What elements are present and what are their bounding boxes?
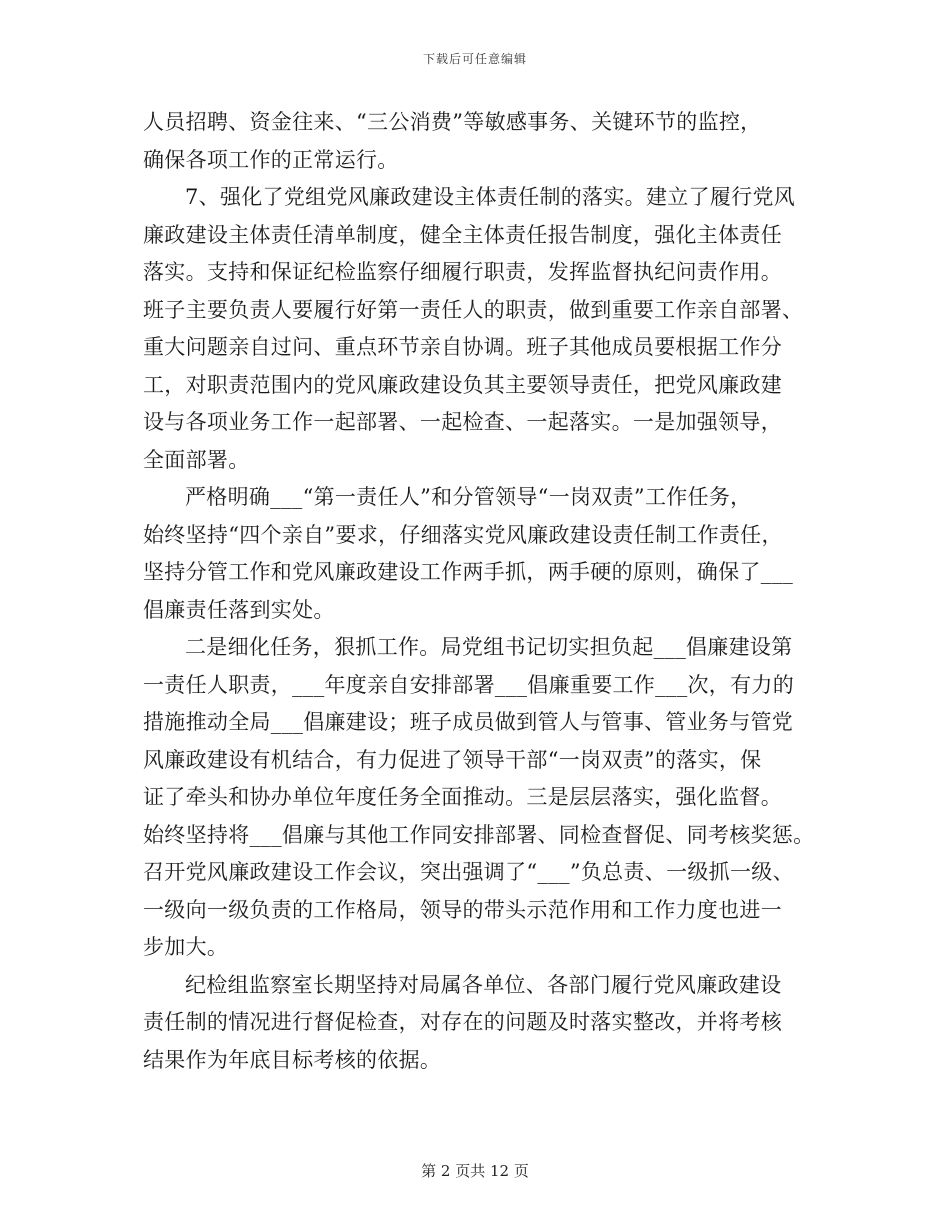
paragraph-5 — [143, 967, 823, 1080]
text-line: 工，对职责范围内的党风廉政建设负其主要领导责任，把党风廉政建 — [143, 372, 782, 397]
paragraph-4 — [143, 629, 823, 967]
text-line: 证了牵头和协办单位年度任务全面推动。三是层层落实，强化监督。 — [143, 785, 782, 809]
text-line: 坚持分管工作和党风廉政建设工作两手抓，两手硬的原则，确保了___ — [143, 560, 794, 584]
document-body — [143, 104, 823, 1079]
text-line: 一级向一级负责的工作格局，领导的带头示范作用和工作力度也进一 — [143, 897, 782, 922]
page-header: 下载后可任意编辑 — [422, 52, 527, 66]
text-line: 纪检组监察室长期坚持对局属各单位、各部门履行党风廉政建设 — [185, 972, 782, 997]
text-line: 措施推动全局___倡廉建设；班子成员做到管人与管事、管业务与管党 — [143, 710, 794, 734]
paragraph-2 — [143, 179, 823, 479]
text-line: 班子主要负责人要履行好第一责任人的职责，做到重要工作亲自部署、 — [143, 297, 804, 322]
text-line: 确保各项工作的正常运行。 — [143, 147, 399, 172]
page-number-footer: 第 2 页共 12 页 — [421, 1162, 529, 1180]
text-line: 落实。支持和保证纪检监察仔细履行职责，发挥监督执纪问责作用。 — [143, 260, 782, 284]
text-line: 人员招聘、资金往来、“三公消费”等敏感事务、关键环节的监控， — [143, 110, 762, 134]
text-line: 始终坚持“四个亲自”要求，仔细落实党风廉政建设责任制工作责任， — [143, 522, 783, 547]
text-line: 倡廉责任落到实处。 — [143, 597, 335, 622]
text-line: 召开党风廉政建设工作会议，突出强调了“___”负总责、一级抓一级、 — [143, 860, 794, 884]
text-line: 责任制的情况进行督促检查，对存在的问题及时落实整改，并将考核 — [143, 1010, 782, 1034]
text-line: 步加大。 — [143, 935, 229, 959]
text-line: 一责任人职责，___年度亲自安排部署___倡廉重要工作___次，有力的 — [143, 672, 794, 697]
text-line: 风廉政建设有机结合，有力促进了领导干部“一岗双责”的落实，保 — [143, 747, 762, 772]
text-line: 廉政建设主体责任清单制度，健全主体责任报告制度，强化主体责任 — [143, 222, 782, 247]
paragraph-1 — [143, 104, 823, 179]
text-line: 始终坚持将___倡廉与其他工作同安排部署、同检查督促、同考核奖惩。 — [143, 822, 815, 847]
text-line: 结果作为年底目标考核的依据。 — [143, 1047, 442, 1072]
text-line: 二是细化任务，狠抓工作。局党组书记切实担负起___倡廉建设第 — [185, 635, 793, 659]
paragraph-3 — [143, 479, 823, 629]
text-line: 7、强化了党组党风廉政建设主体责任制的落实。建立了履行党风 — [185, 185, 796, 209]
text-line: 全面部署。 — [143, 447, 250, 472]
text-line: 设与各项业务工作一起部署、一起检查、一起落实。一是加强领导， — [143, 410, 782, 434]
text-line: 重大问题亲自过问、重点环节亲自协调。班子其他成员要根据工作分 — [143, 335, 782, 359]
text-line: 严格明确___“第一责任人”和分管领导“一岗双责”工作任务， — [185, 485, 752, 509]
